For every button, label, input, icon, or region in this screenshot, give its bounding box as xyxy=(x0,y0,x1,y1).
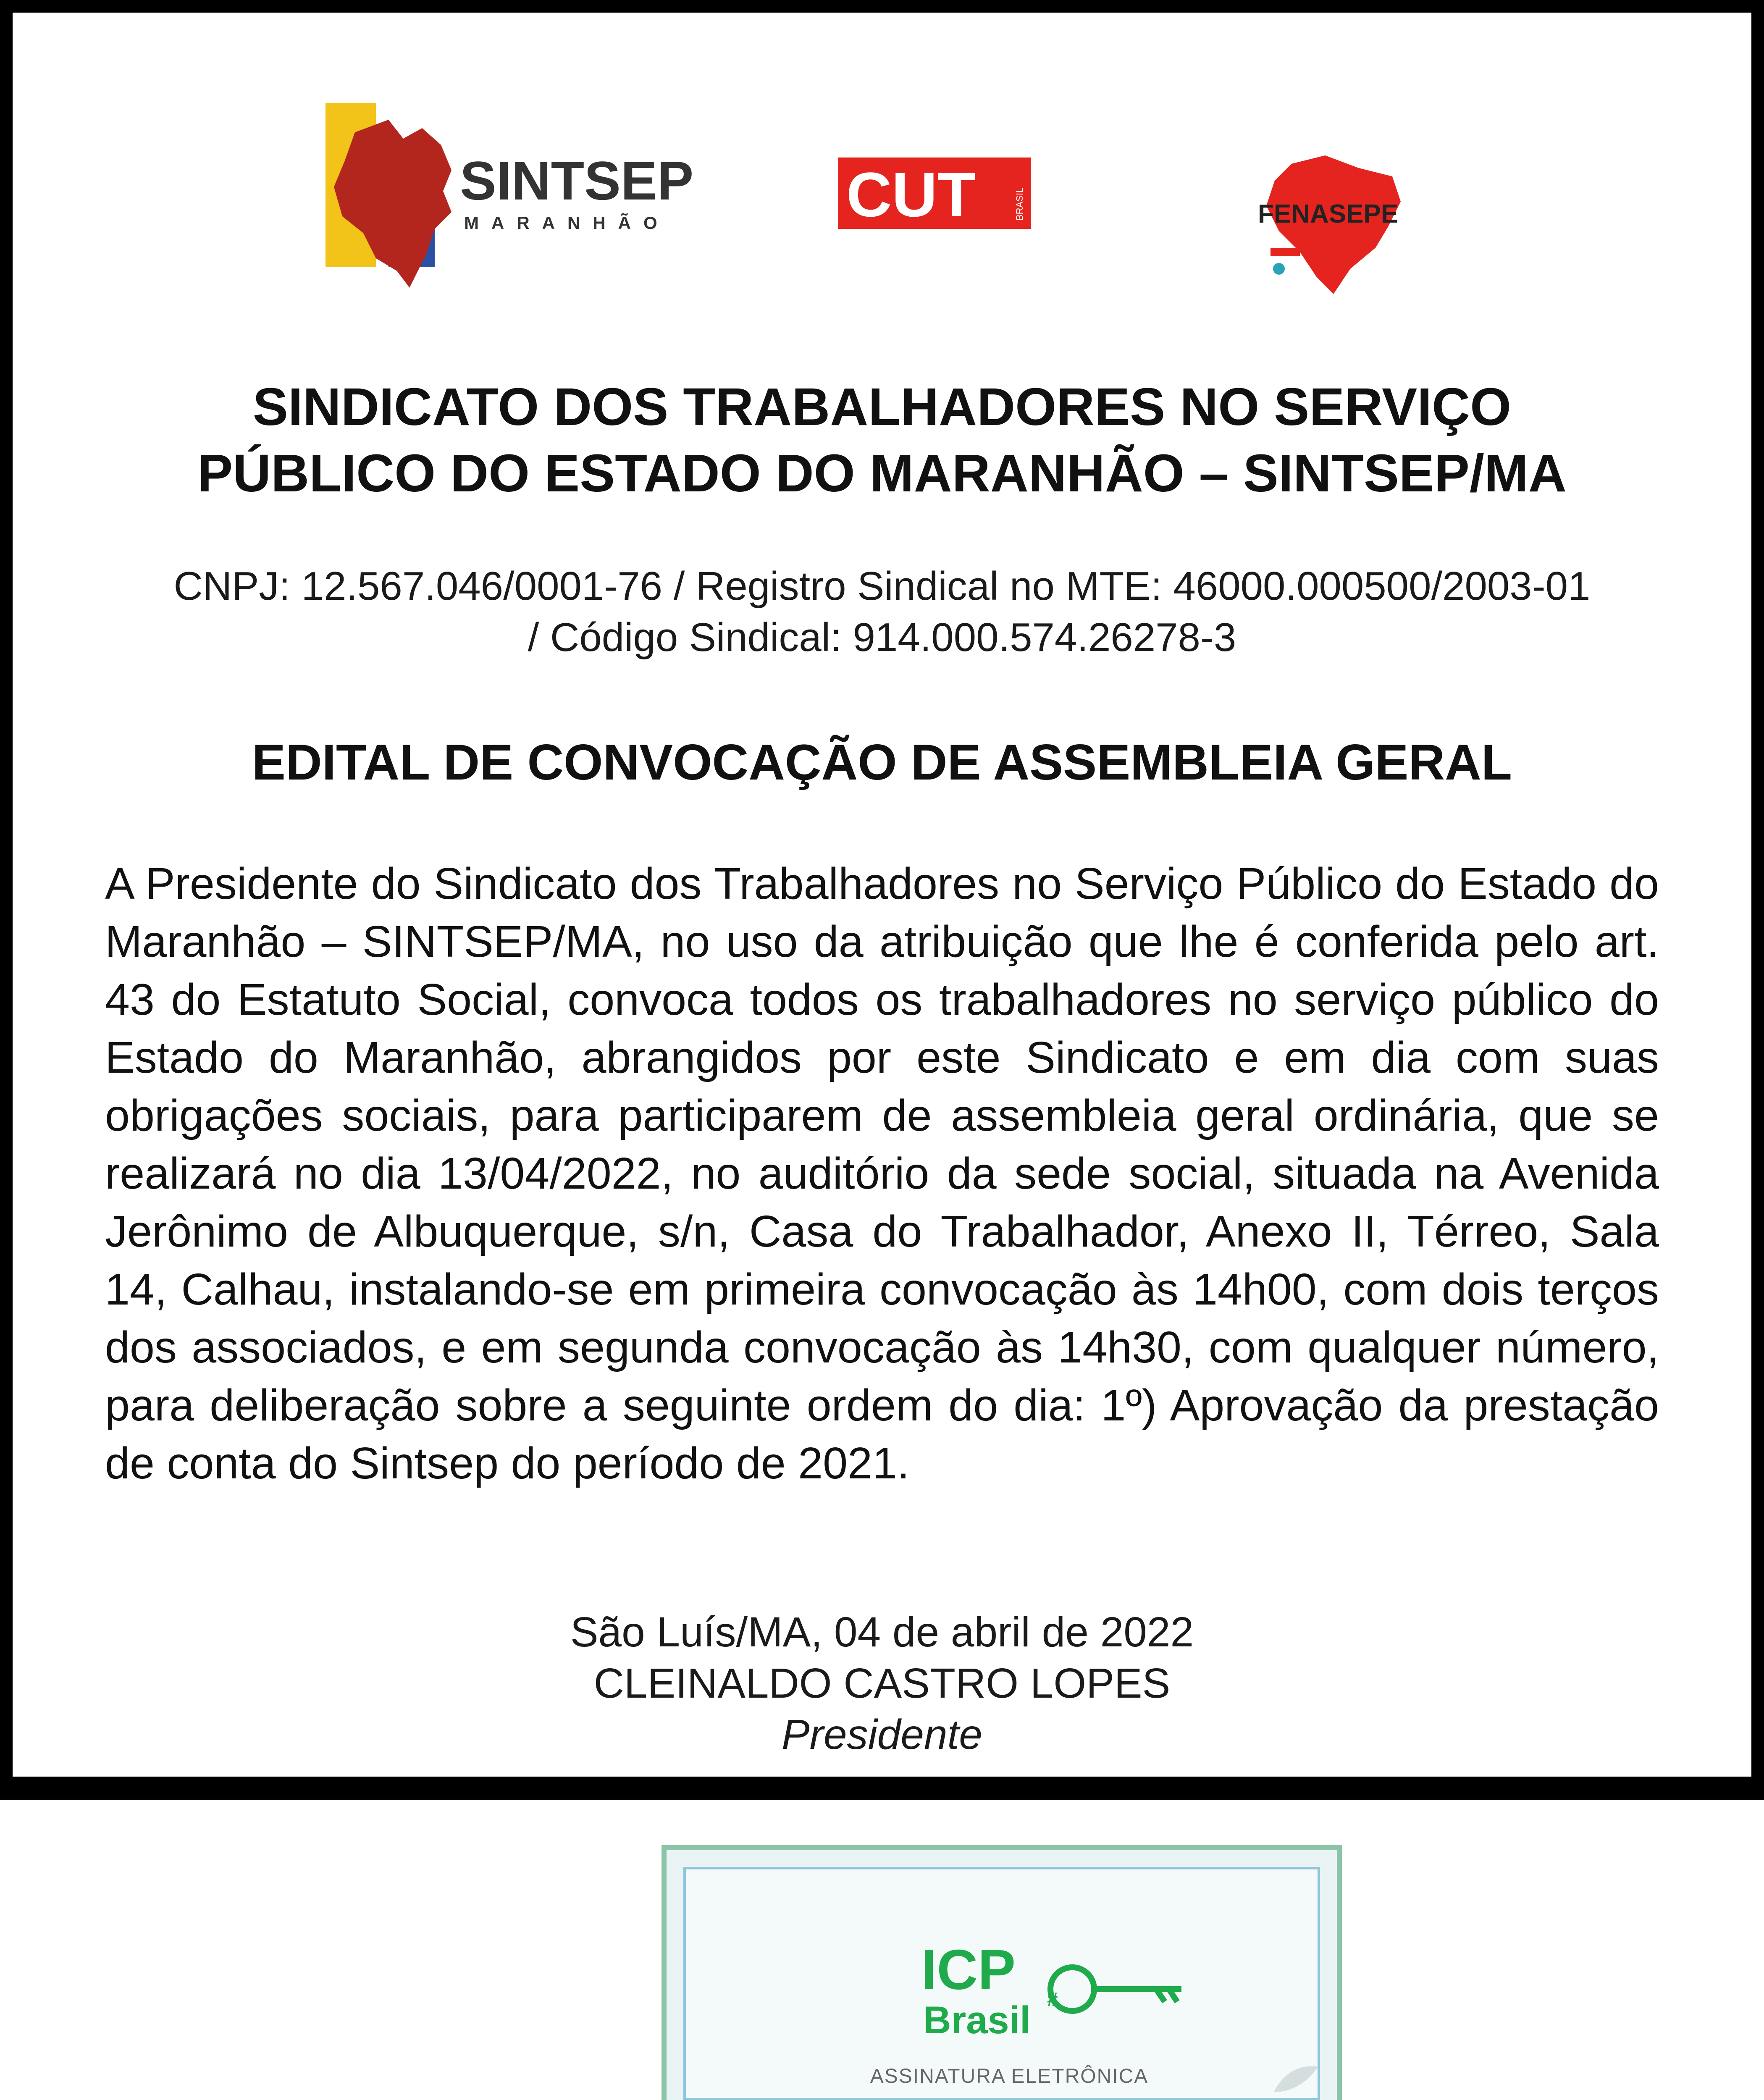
logo-row xyxy=(13,92,1751,302)
fenasepe-logo xyxy=(1254,151,1413,298)
signer-role: Presidente xyxy=(781,1711,983,1758)
edital-page xyxy=(13,13,1751,1777)
stamp-caption: ASSINATURA ELETRÔNICA xyxy=(870,2065,1149,2087)
key-icon xyxy=(1050,1967,1181,2011)
organization-name-line1: SINDICATO DOS TRABALHADORES NO SERVIÇO xyxy=(252,377,1512,436)
fenasepe-logo-name: FENASEPE xyxy=(1258,200,1399,228)
cut-logo-sub: BRASIL xyxy=(1014,187,1025,220)
cut-logo-name: CUT xyxy=(846,159,976,229)
signature-block xyxy=(13,1606,1751,1760)
sintsep-logo-name: SINTSEP xyxy=(460,150,694,211)
icp-brasil-logo xyxy=(921,1943,1190,2040)
svg-text:#: # xyxy=(1047,1988,1058,2010)
sintsep-logo xyxy=(326,103,724,292)
sintsep-logo-region: MARANHÃO xyxy=(464,213,670,233)
stamp-frame xyxy=(683,1867,1320,2100)
registry-line1: CNPJ: 12.567.046/0001-76 / Registro Sindical no MTE: 46000.000500/2003-01 xyxy=(173,564,1591,609)
icp-logo-line1: ICP xyxy=(921,1943,1016,2001)
document-title: EDITAL DE CONVOCAÇÃO DE ASSEMBLEIA GERAL xyxy=(252,734,1512,790)
leaf-icon xyxy=(1270,2063,1320,2096)
icp-logo-line2: Brasil xyxy=(923,1999,1031,2040)
place-date: São Luís/MA, 04 de abril de 2022 xyxy=(570,1609,1194,1656)
registry-line2: / Código Sindical: 914.000.574.26278-3 xyxy=(528,615,1236,660)
convocation-body: A Presidente do Sindicato dos Trabalhadores no Serviço Público do Estado do Maranhão – SINTSEP/MA, no uso da atribuição que lhe é conferida pelo art. 43 do Estatuto Social, convoca todos os trabalhadores no serviço público do Estado do Maranhão, abrangidos por este Sindicato e em dia com suas obrigações sociais, para participarem de assembleia geral ordinária, que se realizará no dia 13/04/2022, no auditório da sede social, situada na Avenida Jerônimo de Albuquerque, s/n, Casa do Trabalhador, Anexo II, Térreo, Sala 14, Calhau, instalando-se em primeira convocação às 14h00, com dois terços dos associados, e em segunda convocação às 14h30, com qualquer número, para deliberação sobre a seguinte ordem do dia: 1º) Aprovação da prestação de conta do Sintsep do período de 2021. xyxy=(105,859,1659,1488)
icp-brasil-stamp xyxy=(662,1845,1342,2100)
signer-name: CLEINALDO CASTRO LOPES xyxy=(593,1660,1171,1707)
registry-info xyxy=(76,561,1688,663)
cut-logo xyxy=(838,158,1031,229)
organization-name xyxy=(97,374,1667,507)
organization-name-line2: PÚBLICO DO ESTADO DO MARANHÃO – SINTSEP/MA xyxy=(197,444,1567,503)
